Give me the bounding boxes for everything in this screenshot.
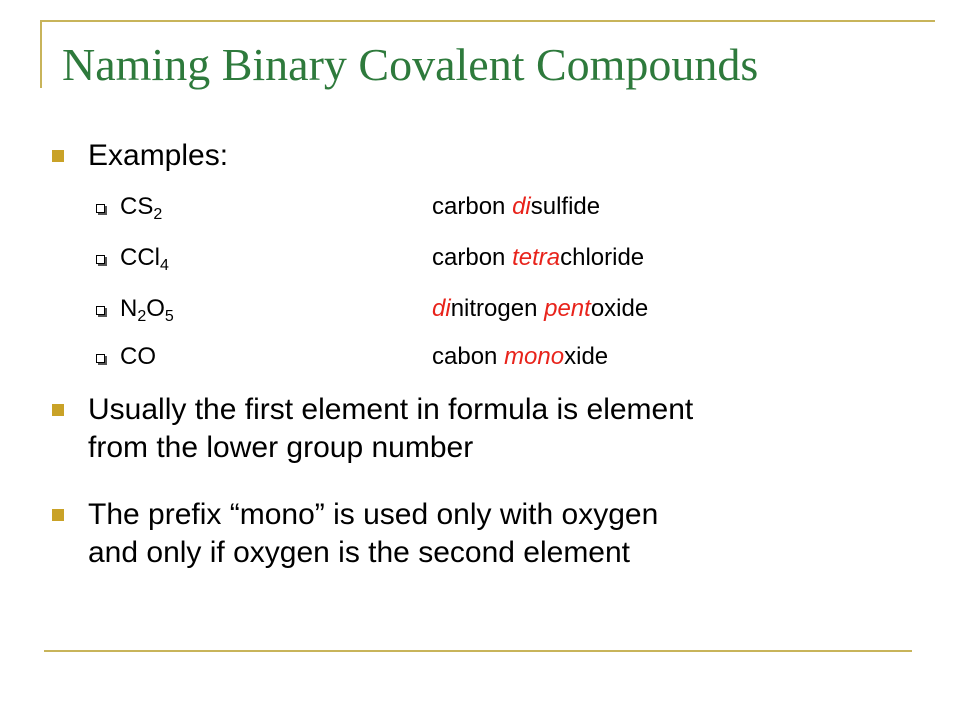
formula xyxy=(120,244,169,272)
rule-text xyxy=(88,496,928,572)
top-rule xyxy=(42,20,935,22)
hollow-square-bullet-icon xyxy=(96,354,105,363)
bullet-square-icon xyxy=(52,509,64,521)
hollow-square-bullet-icon xyxy=(96,255,105,264)
formula-subscript: 2 xyxy=(137,308,147,325)
rule-line: and only if oxygen is the second element xyxy=(88,536,631,569)
formula-part: CS xyxy=(120,193,154,220)
hollow-square-bullet-icon xyxy=(96,306,105,315)
formula-subscript: 2 xyxy=(153,206,163,223)
bottom-rule xyxy=(44,650,912,652)
rule-text xyxy=(88,391,928,467)
rule-line: Usually the first element in formula is element xyxy=(88,393,694,426)
name-part: oxide xyxy=(590,295,649,322)
formula xyxy=(120,295,174,323)
hollow-square-bullet-icon xyxy=(96,204,105,213)
formula-part: N xyxy=(120,295,138,322)
name-part: xide xyxy=(564,343,609,370)
prefix-highlight: mono xyxy=(504,343,565,370)
compound-name xyxy=(432,295,648,323)
name-part: chloride xyxy=(560,244,645,271)
compound-name xyxy=(432,244,644,272)
formula-part: O xyxy=(146,295,165,322)
formula-part: CO xyxy=(120,343,156,370)
bullet-square-icon xyxy=(52,404,64,416)
slide-title: Naming Binary Covalent Compounds xyxy=(62,39,759,90)
name-part: sulfide xyxy=(530,193,601,220)
name-part: nitrogen xyxy=(450,295,545,322)
formula xyxy=(120,193,162,221)
formula xyxy=(120,343,156,371)
compound-name xyxy=(432,343,608,371)
bullet-square-icon xyxy=(52,150,64,162)
name-part: carbon xyxy=(432,244,513,271)
prefix-highlight: di xyxy=(512,193,531,220)
compound-name xyxy=(432,193,600,221)
left-rule xyxy=(40,20,42,88)
prefix-highlight: tetra xyxy=(512,244,561,271)
examples-label: Examples: xyxy=(88,139,229,172)
formula-subscript: 5 xyxy=(164,308,174,325)
rule-line: The prefix “mono” is used only with oxygen xyxy=(88,498,659,531)
rule-line: from the lower group number xyxy=(88,431,474,464)
name-part: carbon xyxy=(432,193,513,220)
prefix-highlight: di xyxy=(432,295,451,322)
prefix-highlight: pent xyxy=(544,295,591,322)
name-part: cabon xyxy=(432,343,505,370)
formula-part: CCl xyxy=(120,244,160,271)
formula-subscript: 4 xyxy=(160,257,169,274)
